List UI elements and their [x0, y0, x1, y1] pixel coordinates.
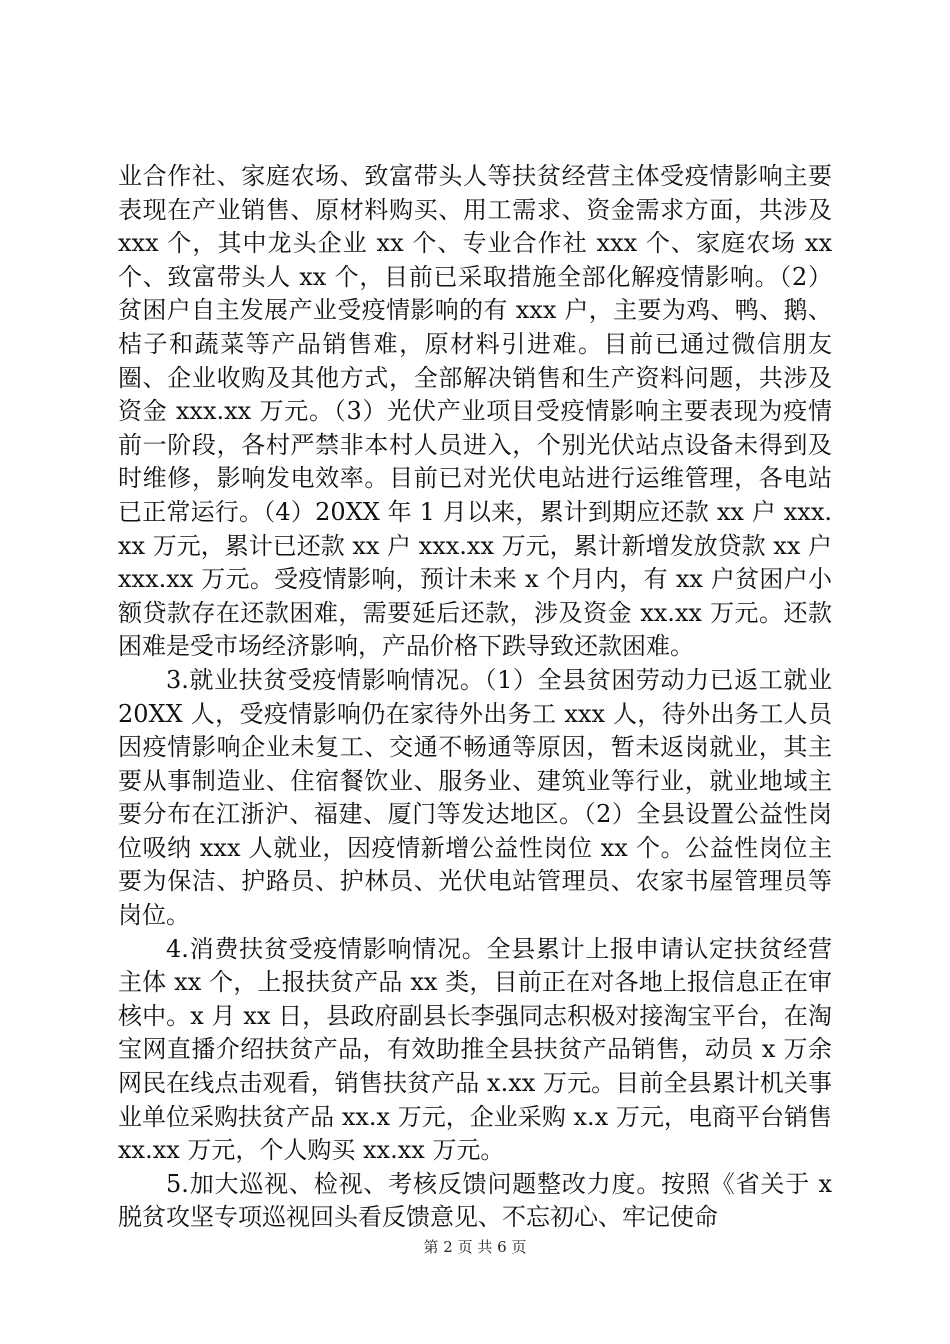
page-number-footer: 第 2 页 共 6 页 [423, 1238, 527, 1256]
paragraph-industry-impact: 业合作社、家庭农场、致富带头人等扶贫经营主体受疫情影响主要表现在产业销售、原材料购买、用工需求、资金需求方面，共涉及 xxx 个，其中龙头企业 xx 个、专业合作社 xxx 个、家庭农场 xx 个、致富带头人 xx 个，目前已采取措施全部化解疫情影响。（2）贫困户自主发展产业受疫情影响的有 xxx 户，主要为鸡、鸭、鹅、桔子和蔬菜等产品销售难，原材料引进难。目前已通过微信朋友圈、企业收购及其他方式，全部解决销售和生产资料问题，共涉及资金 xxx.xx 万元。（3）光伏产业项目受疫情影响主要表现为疫情前一阶段，各村严禁非本村人员进入，个别光伏站点设备未得到及时维修，影响发电效率。目前已对光伏电站进行运维管理，各电站已正常运行。（4）20XX 年 1 月以来，累计到期应还款 xx 户 xxx.xx 万元，累计已还款 xx 户 xxx.xx 万元，累计新增发放贷款 xx 户 xxx.xx 万元。受疫情影响，预计未来 x 个月内，有 xx 户贫困户小额贷款存在还款困难，需要延后还款，涉及资金 xx.xx 万元。还款困难是受市场经济影响，产品价格下跌导致还款困难。 [118, 162, 832, 661]
document-body [118, 160, 832, 1235]
paragraph-employment-impact: 3.就业扶贫受疫情影响情况。（1）全县贫困劳动力已返工就业 20XX 人，受疫情影响仍在家待外出务工 xxx 人，待外出务工人员因疫情影响企业未复工、交通不畅通等原因，暂未返岗就业，其主要从事制造业、住宿餐饮业、服务业、建筑业等行业，就业地域主要分布在江浙沪、福建、厦门等发达地区。（2）全县设置公益性岗位吸纳 xxx 人就业，因疫情新增公益性岗位 xx 个。公益性岗位主要为保洁、护路员、护林员、光伏电站管理员、农家书屋管理员等岗位。 [118, 665, 832, 930]
paragraph-consumption-impact: 4.消费扶贫受疫情影响情况。全县累计上报申请认定扶贫经营主体 xx 个，上报扶贫产品 xx 类，目前正在对各地上报信息正在审核中。x 月 xx 日，县政府副县长李强同志积极对接淘宝平台，在淘宝网直播介绍扶贫产品，有效助推全县扶贫产品销售，动员 x 万余网民在线点击观看，销售扶贫产品 x.xx 万元。目前全县累计机关事业单位采购扶贫产品 xx.x 万元，企业采购 x.x 万元，电商平台销售 xx.xx 万元，个人购买 xx.xx 万元。 [118, 934, 832, 1165]
paragraph-inspection-rectification: 5.加大巡视、检视、考核反馈问题整改力度。按照《省关于 x 脱贫攻坚专项巡视回头看反馈意见、不忘初心、牢记使命 [118, 1169, 832, 1232]
